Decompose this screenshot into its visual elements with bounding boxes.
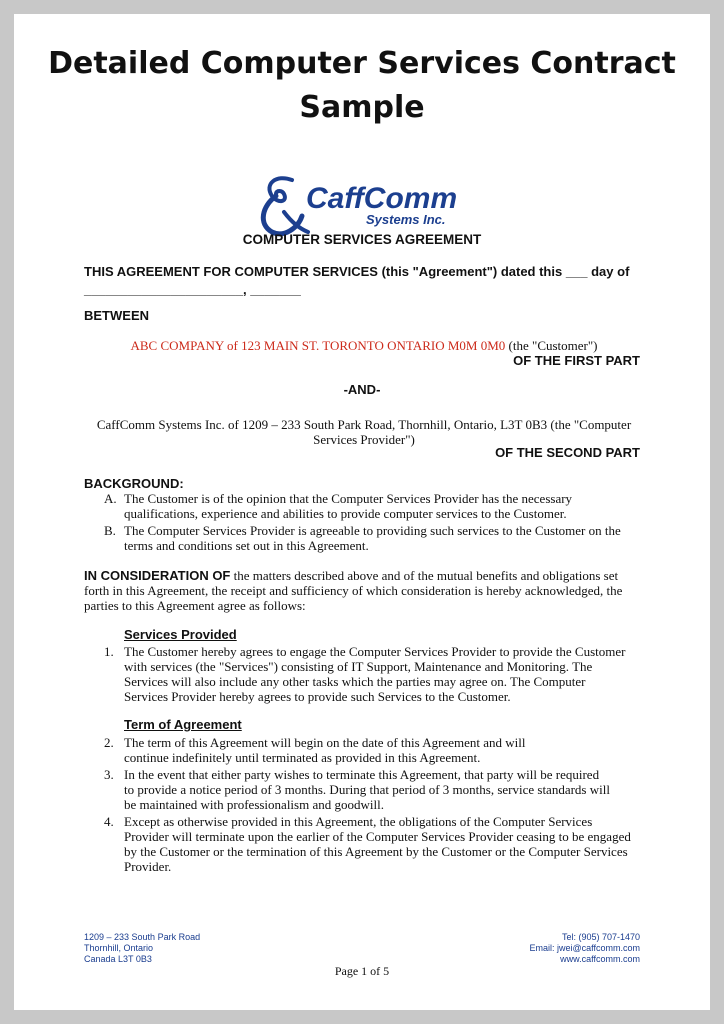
- consideration-lead: IN CONSIDERATION OF: [84, 568, 231, 583]
- footer-website: www.caffcomm.com: [560, 954, 640, 964]
- clause-number: 3.: [104, 767, 114, 782]
- footer-phone: Tel: (905) 707-1470: [561, 932, 640, 942]
- second-part-label: OF THE SECOND PART: [495, 445, 640, 460]
- clause-number: 2.: [104, 735, 114, 750]
- consideration-line-3: parties to this Agreement agree as follows:: [84, 598, 306, 613]
- and-separator: -AND-: [343, 382, 381, 397]
- clause-line: The Customer hereby agrees to engage the Computer Services Provider to provide the Customer: [124, 644, 626, 659]
- page-headline: Detailed Computer Services Contract Sample: [48, 46, 676, 125]
- clause-line: In the event that either party wishes to terminate this Agreement, that party will be required: [124, 767, 600, 782]
- clause-number: 4.: [104, 814, 114, 829]
- agreement-title: COMPUTER SERVICES AGREEMENT: [242, 232, 482, 247]
- provider-party: [74, 417, 654, 447]
- term-clauses: [84, 735, 674, 874]
- customer-party: [84, 338, 644, 353]
- between-label: BETWEEN: [84, 308, 149, 323]
- footer-address-line: 1209 – 233 South Park Road: [84, 932, 201, 942]
- page-number: Page 1 of 5: [334, 964, 390, 978]
- item-text-line: terms and conditions set out in this Agreement.: [124, 538, 369, 553]
- clause-item: [84, 735, 674, 765]
- customer-suffix: (the "Customer"): [508, 338, 598, 353]
- provider-line-2: Services Provider"): [313, 432, 415, 447]
- item-marker: B.: [104, 523, 116, 538]
- clause-item: [84, 644, 674, 704]
- clause-line: be maintained with professionalism and goodwill.: [124, 797, 384, 812]
- logo-name: CaffComm: [306, 182, 458, 215]
- background-list: [84, 491, 664, 553]
- clause-line: Services will also include any other tasks which the parties may agree on. The Computer: [124, 674, 586, 689]
- consideration-line-1: the matters described above and of the mutual benefits and obligations set: [230, 568, 619, 583]
- clause-line: by the Customer or the termination of this Agreement by the Customer or the Computer Services: [124, 844, 628, 859]
- footer-email: Email: jwei@caffcomm.com: [529, 943, 640, 953]
- first-part-label: OF THE FIRST PART: [513, 353, 640, 368]
- footer-address: [84, 932, 200, 965]
- consideration-line-2: forth in this Agreement, the receipt and sufficiency of which consideration is hereby acknowledged, the: [84, 583, 623, 598]
- customer-name: ABC COMPANY of 123 MAIN ST. TORONTO ONTARIO M0M 0M0: [130, 338, 506, 353]
- services-clauses: [84, 644, 674, 704]
- logo-tagline: Systems Inc.: [366, 212, 446, 227]
- background-heading: BACKGROUND:: [84, 476, 184, 491]
- item-marker: A.: [104, 491, 117, 506]
- footer-address-line: Thornhill, Ontario: [84, 943, 154, 953]
- document-page: [14, 14, 710, 1010]
- clause-line: to provide a notice period of 3 months. During that period of 3 months, service standards will: [124, 782, 610, 797]
- provider-line-1: CaffComm Systems Inc. of 1209 – 233 South Park Road, Thornhill, Ontario, L3T 0B3 (the "Computer: [96, 417, 632, 432]
- clause-number: 1.: [104, 644, 114, 659]
- footer-contact: [414, 932, 640, 965]
- clause-line: Provider.: [124, 859, 172, 874]
- item-text-line: The Customer is of the opinion that the Computer Services Provider has the necessary: [124, 491, 573, 506]
- intro-clause: [84, 264, 654, 298]
- clause-item: [84, 814, 674, 874]
- clause-line: Except as otherwise provided in this Agreement, the obligations of the Computer Services: [124, 814, 593, 829]
- item-text-line: qualifications, experience and abilities to provide computer services to the Customer.: [124, 506, 567, 521]
- clause-line: Provider will terminate upon the earlier of the Computer Services Provider ceasing to be engaged: [124, 829, 631, 844]
- background-item: [84, 523, 664, 553]
- section-heading-term: Term of Agreement: [124, 717, 242, 732]
- clause-line: with services (the "Services") consisting of IT Support, Maintenance and Monitoring. The: [124, 659, 593, 674]
- section-heading-services: Services Provided: [124, 627, 237, 642]
- intro-line-1: THIS AGREEMENT FOR COMPUTER SERVICES (this "Agreement") dated this ___ day of: [84, 264, 630, 279]
- clause-line: continue indefinitely until terminated as provided in this Agreement.: [124, 750, 481, 765]
- clause-line: Services Provider hereby agrees to provide such Services to the Customer.: [124, 689, 511, 704]
- consideration-clause: [84, 568, 664, 613]
- clause-line: The term of this Agreement will begin on the date of this Agreement and will: [124, 735, 526, 750]
- ampersand-logo-mark: [263, 178, 308, 234]
- clause-item: [84, 767, 674, 812]
- item-text-line: The Computer Services Provider is agreeable to providing such services to the Customer on the: [124, 523, 621, 538]
- intro-line-2: ______________________, _______: [84, 282, 301, 297]
- footer-address-line: Canada L3T 0B3: [84, 954, 152, 964]
- background-item: [84, 491, 664, 521]
